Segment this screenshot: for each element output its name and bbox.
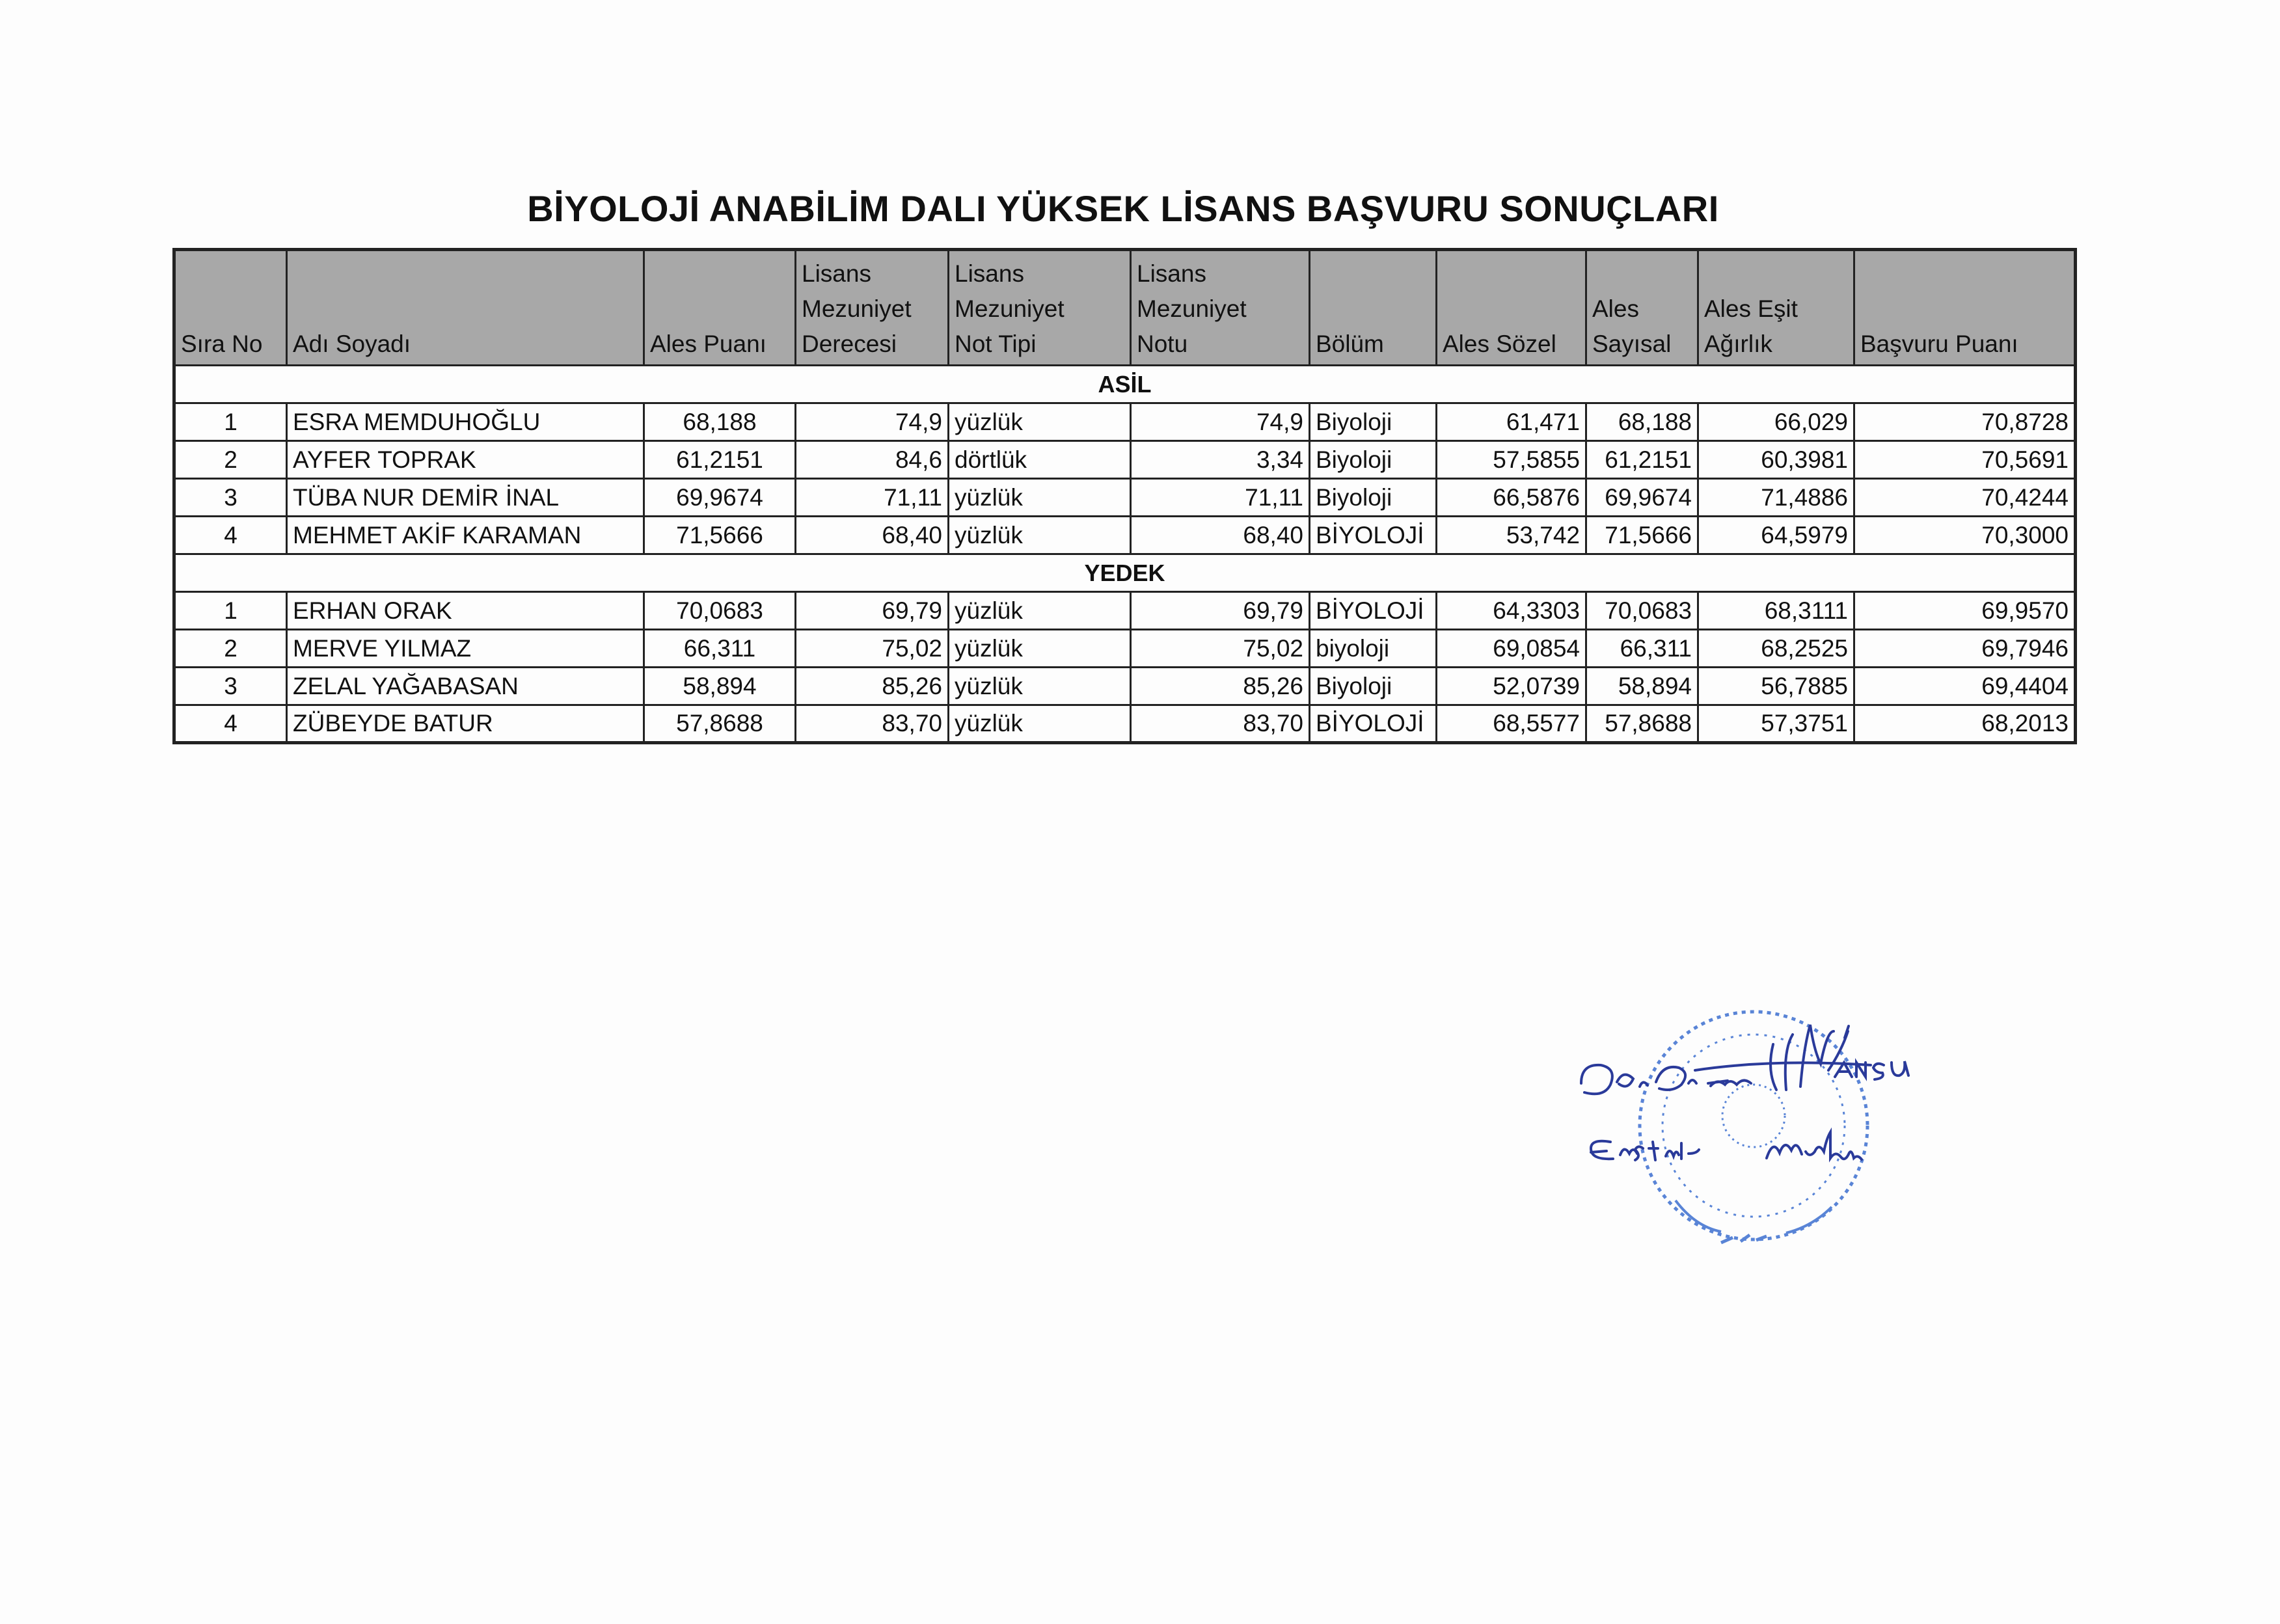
header-sira-no: Sıra No [174,250,287,366]
results-table [172,248,2077,744]
table-row [174,630,2076,668]
cell-bolum: BİYOLOJİ [1310,592,1437,630]
cell-ales-sozel: 66,5876 [1437,479,1586,517]
cell-adi-soyadi: MEHMET AKİF KARAMAN [287,517,644,554]
cell-mezuniyet-notu: 85,26 [1131,668,1310,705]
cell-mezuniyet-derecesi: 84,6 [796,441,949,479]
header-ales-sayisal: Ales Sayısal [1586,250,1698,366]
cell-basvuru-puani: 70,8728 [1854,403,2076,441]
cell-ales-esit-agirlik: 71,4886 [1698,479,1854,517]
cell-ales-sozel: 64,3303 [1437,592,1586,630]
cell-bolum: Biyoloji [1310,441,1437,479]
cell-not-tipi: yüzlük [949,630,1131,668]
header-adi-soyadi: Adı Soyadı [287,250,644,366]
table-row [174,592,2076,630]
cell-mezuniyet-notu: 3,34 [1131,441,1310,479]
cell-ales-sayisal: 66,311 [1586,630,1698,668]
cell-sira-no: 4 [174,517,287,554]
cell-mezuniyet-notu: 71,11 [1131,479,1310,517]
cell-not-tipi: yüzlük [949,479,1131,517]
cell-basvuru-puani: 69,9570 [1854,592,2076,630]
cell-ales-esit-agirlik: 64,5979 [1698,517,1854,554]
cell-not-tipi: yüzlük [949,705,1131,743]
cell-sira-no: 2 [174,630,287,668]
section-row-yedek [174,554,2076,592]
cell-ales-sayisal: 58,894 [1586,668,1698,705]
cell-sira-no: 1 [174,403,287,441]
cell-adi-soyadi: TÜBA NUR DEMİR İNAL [287,479,644,517]
header-basvuru-puani: Başvuru Puanı [1854,250,2076,366]
header-row [174,250,2076,366]
cell-basvuru-puani: 70,3000 [1854,517,2076,554]
cell-bolum: BİYOLOJİ [1310,705,1437,743]
cell-ales-puani: 71,5666 [644,517,796,554]
section-label: ASİL [174,366,2076,403]
cell-bolum: BİYOLOJİ [1310,517,1437,554]
cell-basvuru-puani: 70,5691 [1854,441,2076,479]
cell-mezuniyet-derecesi: 68,40 [796,517,949,554]
cell-ales-sayisal: 68,188 [1586,403,1698,441]
cell-mezuniyet-derecesi: 85,26 [796,668,949,705]
section-row-asil [174,366,2076,403]
cell-basvuru-puani: 70,4244 [1854,479,2076,517]
cell-ales-sozel: 68,5577 [1437,705,1586,743]
official-stamp-signature [1578,986,1968,1292]
cell-ales-sayisal: 70,0683 [1586,592,1698,630]
cell-ales-sozel: 53,742 [1437,517,1586,554]
cell-ales-sozel: 61,471 [1437,403,1586,441]
section-label: YEDEK [174,554,2076,592]
table-row [174,517,2076,554]
cell-ales-sayisal: 69,9674 [1586,479,1698,517]
cell-mezuniyet-notu: 75,02 [1131,630,1310,668]
table-row [174,441,2076,479]
handwritten-signature [1581,1025,1908,1160]
cell-ales-esit-agirlik: 56,7885 [1698,668,1854,705]
cell-ales-puani: 70,0683 [644,592,796,630]
table-row [174,403,2076,441]
header-ales-esit-agirlik: Ales Eşit Ağırlık [1698,250,1854,366]
cell-adi-soyadi: ZELAL YAĞABASAN [287,668,644,705]
seal-stamp [1640,1012,1867,1243]
cell-not-tipi: yüzlük [949,403,1131,441]
cell-sira-no: 4 [174,705,287,743]
cell-not-tipi: dörtlük [949,441,1131,479]
cell-ales-esit-agirlik: 68,3111 [1698,592,1854,630]
cell-mezuniyet-derecesi: 69,79 [796,592,949,630]
cell-ales-sayisal: 71,5666 [1586,517,1698,554]
cell-ales-puani: 61,2151 [644,441,796,479]
cell-mezuniyet-notu: 69,79 [1131,592,1310,630]
header-bolum: Bölüm [1310,250,1437,366]
table-row [174,705,2076,743]
cell-basvuru-puani: 68,2013 [1854,705,2076,743]
table-row [174,668,2076,705]
cell-ales-sozel: 57,5855 [1437,441,1586,479]
cell-not-tipi: yüzlük [949,592,1131,630]
table-row [174,479,2076,517]
cell-mezuniyet-derecesi: 74,9 [796,403,949,441]
cell-bolum: Biyoloji [1310,479,1437,517]
cell-sira-no: 3 [174,479,287,517]
header-ales-puani: Ales Puanı [644,250,796,366]
cell-adi-soyadi: MERVE YILMAZ [287,630,644,668]
cell-ales-puani: 66,311 [644,630,796,668]
cell-ales-sayisal: 57,8688 [1586,705,1698,743]
cell-mezuniyet-notu: 68,40 [1131,517,1310,554]
cell-adi-soyadi: ESRA MEMDUHOĞLU [287,403,644,441]
cell-bolum: Biyoloji [1310,668,1437,705]
cell-basvuru-puani: 69,7946 [1854,630,2076,668]
cell-mezuniyet-derecesi: 83,70 [796,705,949,743]
cell-bolum: biyoloji [1310,630,1437,668]
document-title: BİYOLOJİ ANABİLİM DALI YÜKSEK LİSANS BAŞVURU SONUÇLARI [527,188,1719,229]
cell-mezuniyet-derecesi: 75,02 [796,630,949,668]
cell-mezuniyet-derecesi: 71,11 [796,479,949,517]
cell-bolum: Biyoloji [1310,403,1437,441]
cell-ales-esit-agirlik: 60,3981 [1698,441,1854,479]
cell-sira-no: 1 [174,592,287,630]
cell-ales-puani: 58,894 [644,668,796,705]
cell-basvuru-puani: 69,4404 [1854,668,2076,705]
cell-ales-sozel: 69,0854 [1437,630,1586,668]
header-not-tipi: Lisans Mezuniyet Not Tipi [949,250,1131,366]
cell-sira-no: 2 [174,441,287,479]
cell-ales-esit-agirlik: 66,029 [1698,403,1854,441]
cell-ales-esit-agirlik: 68,2525 [1698,630,1854,668]
cell-adi-soyadi: AYFER TOPRAK [287,441,644,479]
cell-adi-soyadi: ERHAN ORAK [287,592,644,630]
header-mezuniyet-notu: Lisans Mezuniyet Notu [1131,250,1310,366]
cell-ales-esit-agirlik: 57,3751 [1698,705,1854,743]
cell-sira-no: 3 [174,668,287,705]
cell-ales-sozel: 52,0739 [1437,668,1586,705]
cell-mezuniyet-notu: 74,9 [1131,403,1310,441]
header-mezuniyet-derecesi: Lisans Mezuniyet Derecesi [796,250,949,366]
cell-not-tipi: yüzlük [949,517,1131,554]
cell-adi-soyadi: ZÜBEYDE BATUR [287,705,644,743]
cell-mezuniyet-notu: 83,70 [1131,705,1310,743]
cell-ales-puani: 68,188 [644,403,796,441]
header-ales-sozel: Ales Sözel [1437,250,1586,366]
cell-not-tipi: yüzlük [949,668,1131,705]
cell-ales-puani: 57,8688 [644,705,796,743]
cell-ales-puani: 69,9674 [644,479,796,517]
cell-ales-sayisal: 61,2151 [1586,441,1698,479]
